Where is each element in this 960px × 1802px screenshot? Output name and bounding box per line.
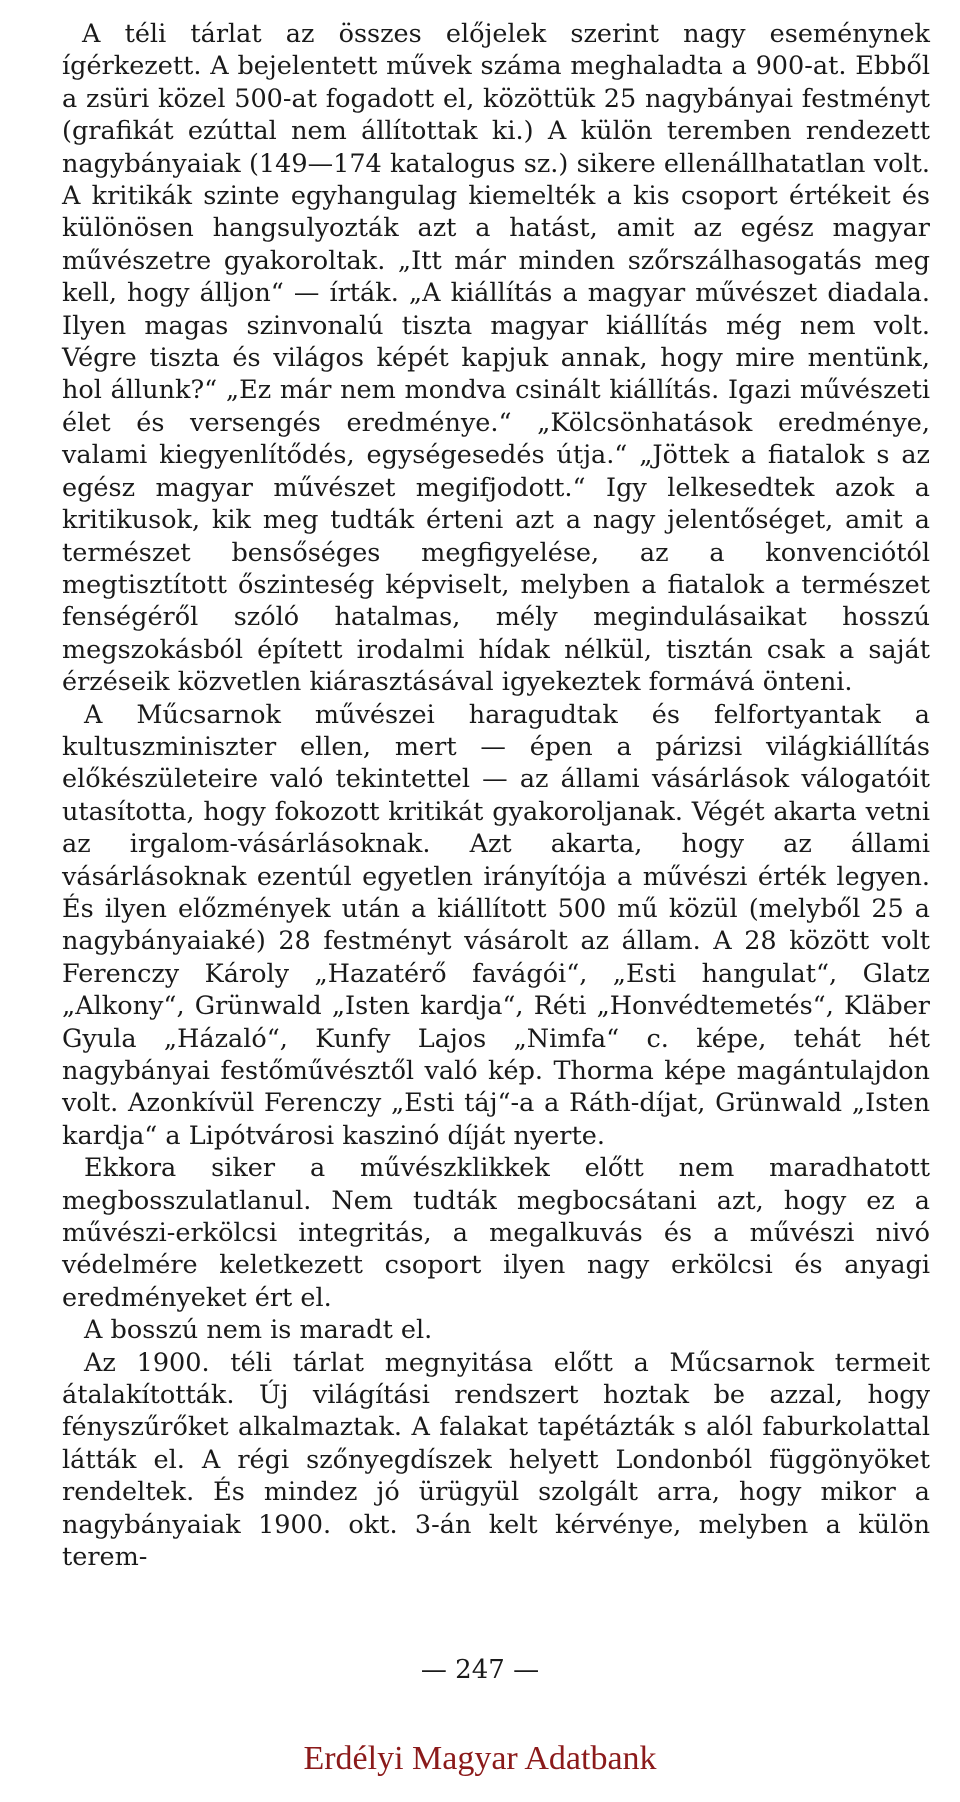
page-number: — 247 —: [420, 1655, 540, 1685]
paragraph-5: Az 1900. téli tárlat megnyitása előtt a Műcsarnok termeit átalakították. Új világítási rendszert hoztak be azzal, hogy fényszűrőket alkalmaztak. A falakat tapétázták s alól faburkolattal látták el. A régi szőnyegdíszek helyett Londonból függönyöket rendeltek. És mindez jó ürügyül szolgált arra, hogy mikor a nagybányaiak 1900. okt. 3-án kelt kérvénye, melyben a külön terem-: [62, 1347, 930, 1573]
footer-source-label: Erdélyi Magyar Adatbank: [303, 1740, 657, 1777]
paragraph-1: A téli tárlat az összes előjelek szerint nagy eseménynek ígérkezett. A bejelentett művek száma meghaladta a 900-at. Ebből a zsüri közel 500-at fogadott el, közöttük 25 nagybányai festményt (grafikát ezúttal nem állítottak ki.) A külön teremben rendezett nagybányaiak (149—174 katalogus sz.) sikere ellenállhatatlan volt. A kritikák szinte egyhangulag kiemelték a kis csoport értékeit és különösen hangsulyozták azt a hatást, amit az egész magyar művészetre gyakoroltak. „Itt már minden szőrszálhasogatás meg kell, hogy álljon“ — írták. „A kiállítás a magyar művészet diadala. Ilyen magas szinvonalú tiszta magyar kiállítás még nem volt. Végre tiszta és világos képét kapjuk annak, hogy mire mentünk, hol állunk?“ „Ez már nem mondva csinált kiállítás. Igazi művészeti élet és versengés eredménye.“ „Kölcsönhatások eredménye, valami kiegyenlítődés, egységesedés útja.“ „Jöttek a fiatalok s az egész magyar művészet megifjodott.“ Igy lelkesedtek azok a kritikusok, kik meg tudták érteni azt a nagy jelentőséget, amit a természet bensőséges megfigyelése, az a konvenciótól megtisztított őszinteség képviselt, melyben a fiatalok a természet fenségéről szóló hatalmas, mély megindulásaikat hosszú megszokásból épített irodalmi hídak nélkül, tisztán csak a saját érzéseik közvetlen kiárasztásával igyekeztek formává önteni.: [62, 19, 930, 698]
page-body: [62, 18, 930, 1574]
paragraph-2: A Műcsarnok művészei haragudtak és felfortyantak a kultuszminiszter ellen, mert — épen a párizsi világkiállítás előkészületeire való tekintettel — az állami vásárlások válogatóit utasította, hogy fokozott kritikát gyakoroljanak. Végét akarta vetni az irgalom-vásárlásoknak. Azt akarta, hogy az állami vásárlásoknak ezentúl egyetlen irányítója a művészi érték legyen. És ilyen előzmények után a kiállított 500 mű közül (melyből 25 a nagybányaiaké) 28 festményt vásárolt az állam. A 28 között volt Ferenczy Károly „Hazatérő favágói“, „Esti hangulat“, Glatz „Alkony“, Grünwald „Isten kardja“, Réti „Honvédtemetés“, Kläber Gyula „Házaló“, Kunfy Lajos „Nimfa“ c. képe, tehát hét nagybányai festőművésztől való kép. Thorma képe magántulajdon volt. Azonkívül Ferenczy „Esti táj“-a a Ráth-díjat, Grünwald „Isten kardja“ a Lipótvárosi kaszinó díját nyerte.: [62, 699, 930, 1151]
paragraph-3: Ekkora siker a művészklikkek előtt nem maradhatott megbosszulatlanul. Nem tudták megbocsátani azt, hogy ez a művészi-erkölcsi integritás, a megalkuvás és a művészi nivó védelmére keletkezett csoport ilyen nagy erkölcsi és anyagi eredményeket ért el.: [62, 1153, 930, 1313]
paragraph-4: A bosszú nem is maradt el.: [84, 1315, 433, 1346]
